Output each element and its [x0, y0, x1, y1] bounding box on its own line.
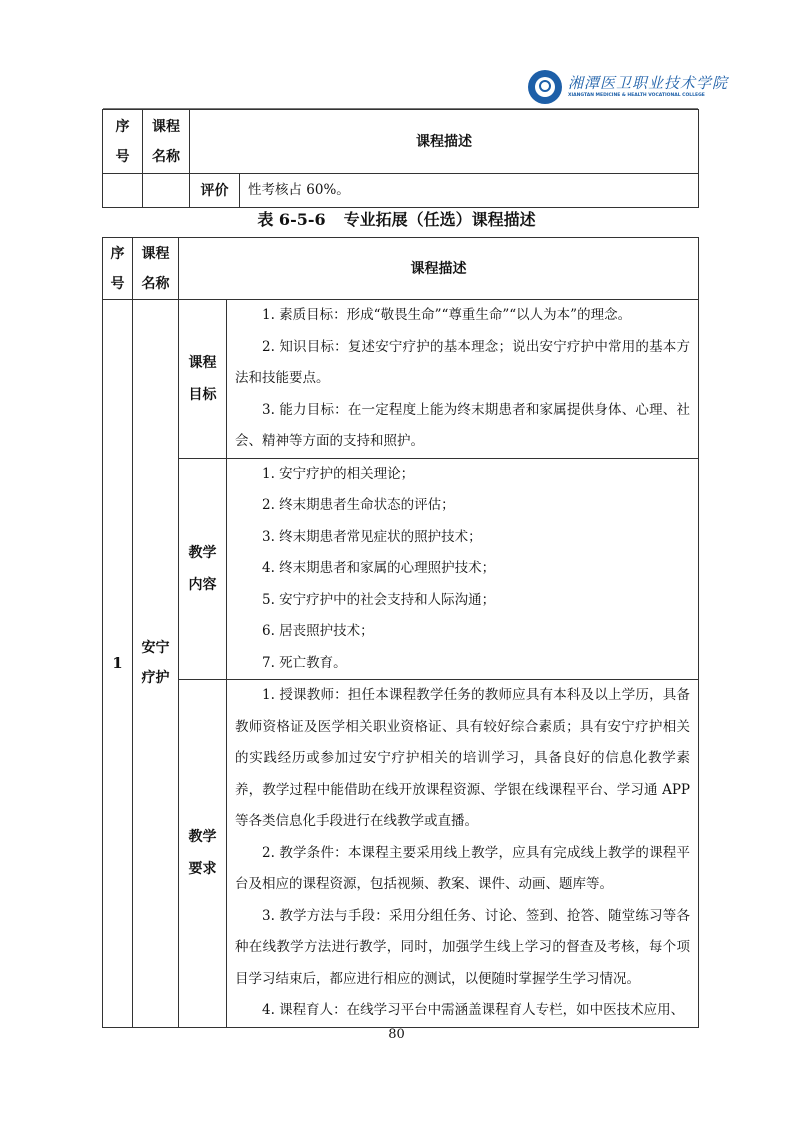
page-number: 80 — [388, 1027, 405, 1042]
requirement-paragraph: 2. 教学条件：本课程主要采用线上教学，应具有完成线上教学的课程平台及相应的课程资源，包括视频、教案、课件、动画、题库等。 — [235, 844, 690, 892]
empty-cell — [143, 174, 190, 208]
requirement-paragraph: 4. 课程育人：在线学习平台中需涵盖课程育人专栏，如中医技术应用、 — [262, 1002, 685, 1018]
content-item: 1. 安宁疗护的相关理论； — [262, 465, 415, 482]
empty-cell — [103, 174, 143, 208]
section-label-requirements — [179, 680, 227, 1028]
section-label-line: 教学 — [188, 829, 217, 846]
header-index-line: 号 — [110, 275, 125, 292]
header-index — [103, 110, 143, 174]
goal-paragraph: 2. 知识目标：复述安宁疗护的基本理念；说出安宁疗护中常用的基本方法和技能要点。 — [235, 338, 690, 386]
header-index — [103, 238, 133, 300]
course-name — [133, 300, 179, 1028]
table-caption-title: 专业拓展（任选）课程描述 — [343, 210, 536, 229]
college-emblem-icon — [528, 70, 562, 104]
header-course-name — [143, 110, 190, 174]
section-label: 评价 — [190, 174, 240, 208]
college-logo — [528, 70, 729, 106]
content-item: 5. 安宁疗护中的社会支持和人际沟通； — [262, 591, 496, 608]
logo-english-name: XIANGTAN MEDICINE & HEALTH VOCATIONAL COLLEGE — [568, 93, 705, 98]
course-name-line: 疗护 — [141, 670, 170, 687]
goal-paragraph: 3. 能力目标：在一定程度上能为终末期患者和家属提供身体、心理、社会、精神等方面的支持和照护。 — [235, 401, 690, 449]
table-row — [103, 174, 699, 208]
header-name-line: 课程 — [141, 245, 170, 262]
requirement-paragraph: 1. 授课教师：担任本课程教学任务的教师应具有本科及以上学历，具备教师资格证及医学相关职业资格证、具有较好综合素质；具有安宁疗护相关的实践经历或参加过安宁疗护相关的培训学习，具备良好的信息化教学素养，教学过程中能借助在线开放课程资源、学银在线课程平台、学习通 APP 等各类信息化手段进行在线教学或直播。 — [235, 687, 690, 829]
table-row-teaching-content — [103, 458, 699, 680]
content-item: 2. 终末期患者生命状态的评估； — [262, 497, 455, 513]
header-course-description: 课程描述 — [179, 238, 699, 300]
header-index-line: 号 — [115, 148, 130, 165]
header-index-line: 序 — [115, 118, 130, 135]
section-content-requirements — [227, 680, 699, 1028]
course-description-table — [102, 237, 699, 1028]
header-index-line: 序 — [110, 245, 125, 262]
content-item: 3. 终末期患者常见症状的照护技术； — [262, 528, 482, 545]
section-label-line: 内容 — [188, 576, 217, 593]
section-label-line: 要求 — [188, 861, 217, 878]
section-label-line: 目标 — [188, 386, 217, 403]
content-item: 6. 居丧照护技术； — [262, 623, 374, 639]
course-name-line: 安宁 — [141, 640, 170, 657]
table-caption — [0, 207, 793, 230]
header-name-line: 名称 — [141, 275, 170, 292]
goal-paragraph: 1. 素质目标：形成“敬畏生命”“尊重生命”“以人为本”的理念。 — [262, 307, 632, 323]
header-name-line: 名称 — [152, 148, 180, 165]
section-label-line: 教学 — [188, 544, 217, 561]
section-content-items — [227, 458, 699, 680]
section-content-goals — [227, 300, 699, 459]
content-item: 4. 终末期患者和家属的心理照护技术； — [262, 560, 496, 576]
table-header-row — [103, 110, 699, 174]
header-course-name — [133, 238, 179, 300]
logo-chinese-name: 湘潭医卫职业技术学院 — [568, 74, 729, 92]
table-header-row — [103, 238, 699, 300]
course-index: 1 — [103, 300, 133, 1028]
requirement-paragraph: 3. 教学方法与手段：采用分组任务、讨论、签到、抢答、随堂练习等各种在线教学方法进行教学，同时，加强学生线上学习的督查及考核，每个项目学习结束后，都应进行相应的测试，以便随时掌握学生学习情况。 — [235, 907, 690, 987]
table-row-teaching-requirements — [103, 680, 699, 1028]
previous-table-continuation — [102, 109, 699, 208]
section-label-goals — [179, 300, 227, 459]
table-row-course-goals — [103, 300, 699, 459]
section-label-content — [179, 458, 227, 680]
section-label-line: 课程 — [188, 354, 217, 371]
section-text: 性考核占 60%。 — [240, 174, 699, 208]
header-course-description: 课程描述 — [190, 110, 699, 174]
table-caption-number: 表 6-5-6 — [257, 210, 326, 229]
content-item: 7. 死亡教育。 — [262, 654, 347, 671]
header-name-line: 课程 — [152, 118, 180, 135]
